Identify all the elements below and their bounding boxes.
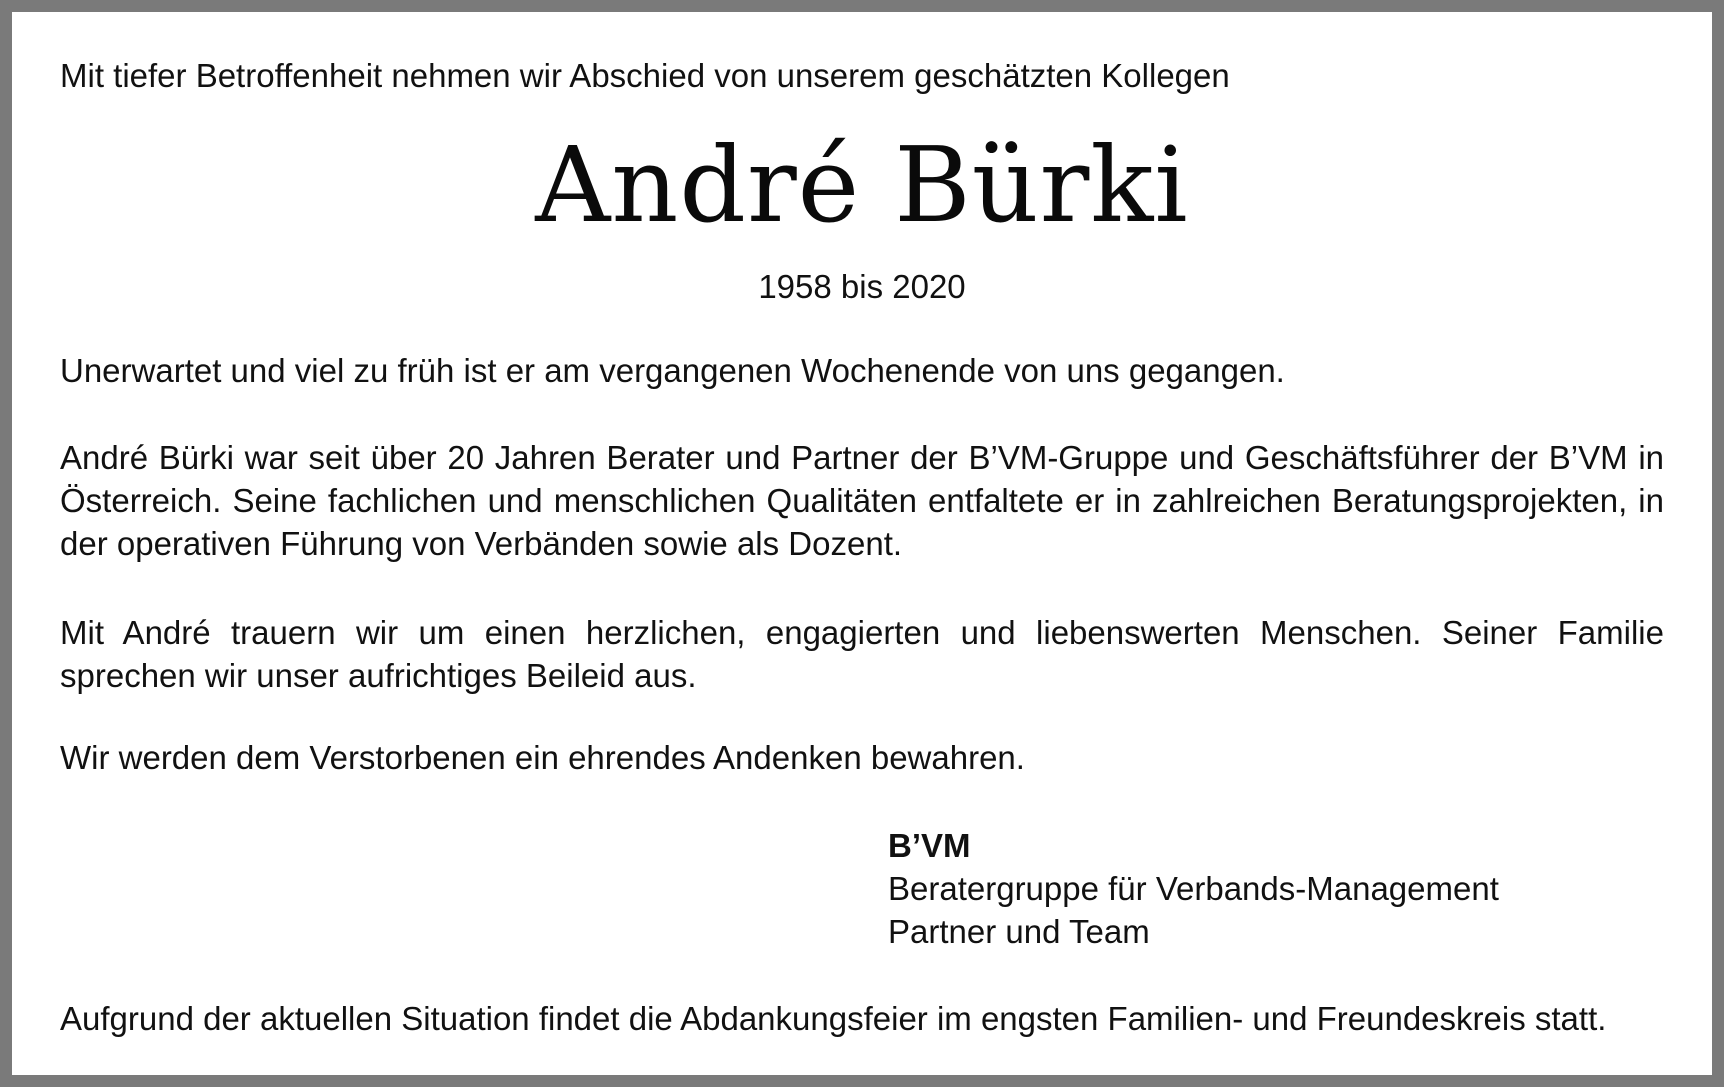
intro-line: Mit tiefer Betroffenheit nehmen wir Abschied von unserem geschätzten Kollegen bbox=[60, 57, 1230, 94]
paragraph-condolence: Mit André trauern wir um einen herzlichen, engagierten und liebenswerten Menschen. Seiner Familie sprechen wir unser aufrichtiges Beileid aus. bbox=[60, 614, 1664, 694]
deceased-name: André Bürki bbox=[535, 124, 1189, 246]
life-dates: 1958 bis 2020 bbox=[758, 268, 966, 305]
signature-org: B’VM bbox=[888, 827, 971, 864]
obituary-notice bbox=[12, 12, 1712, 1075]
paragraph-remembrance: Wir werden dem Verstorbenen ein ehrendes Andenken bewahren. bbox=[60, 739, 1025, 776]
footer-note: Aufgrund der aktuellen Situation findet die Abdankungsfeier im engsten Familien- und Freundeskreis statt. bbox=[60, 1000, 1607, 1037]
paragraph-career: André Bürki war seit über 20 Jahren Berater und Partner der B’VM-Gruppe und Geschäftsführer der B’VM in Österreich. Seine fachlichen und menschlichen Qualitäten entfaltete er in zahlreichen Beratungsprojekten, in der operativen Führung von Verbänden sowie als Dozent. bbox=[60, 439, 1664, 562]
signature-line-2: Partner und Team bbox=[888, 913, 1150, 950]
paragraph-passing: Unerwartet und viel zu früh ist er am vergangenen Wochenende von uns gegangen. bbox=[60, 352, 1285, 389]
signature-line-1: Beratergruppe für Verbands-Management bbox=[888, 870, 1499, 907]
signature-block bbox=[888, 824, 1499, 953]
